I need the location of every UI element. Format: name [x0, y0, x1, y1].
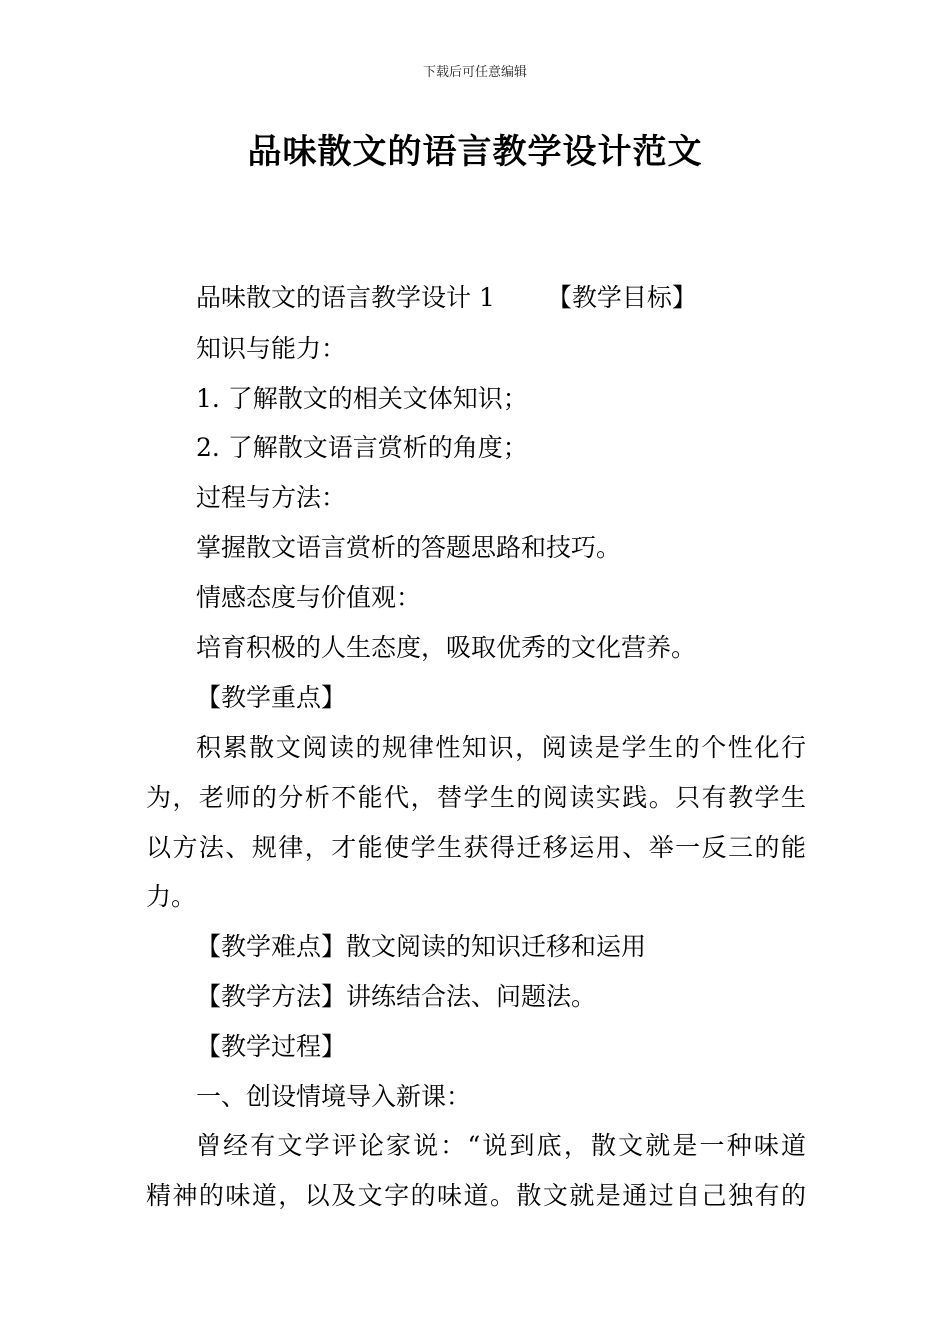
paragraph-line: 力。: [146, 882, 197, 911]
paragraph-line: 【教学方法】讲练结合法、问题法。: [196, 982, 597, 1011]
section-heading: 品味散文的语言教学设计 1: [196, 283, 495, 312]
list-item: 1. 了解散文的相关文体知识；: [196, 384, 528, 413]
section-heading: 【教学重点】: [196, 683, 347, 712]
paragraph-line: 一、创设情境导入新课：: [196, 1082, 472, 1111]
paragraph-line: 精神的味道，以及文字的味道。散文就是通过自己独有的: [146, 1181, 806, 1210]
paragraph-line: 情感态度与价值观：: [196, 583, 422, 612]
paragraph-line: 【教学难点】散文阅读的知识迁移和运用: [196, 932, 647, 961]
list-item: 2. 了解散文语言赏析的角度；: [196, 433, 528, 462]
paragraph-line: [196, 281, 697, 315]
paragraph-line: 掌握散文语言赏析的答题思路和技巧。: [196, 533, 622, 562]
paragraph-line: 以方法、规律，才能使学生获得迁移运用、举一反三的能: [146, 833, 806, 862]
header-note: 下载后可任意编辑: [422, 65, 527, 80]
paragraph-line: 知识与能力：: [196, 334, 347, 363]
document-title: 品味散文的语言教学设计范文: [247, 132, 703, 172]
paragraph-line: 过程与方法：: [196, 483, 347, 512]
section-heading: 【教学过程】: [196, 1032, 347, 1061]
paragraph-line: 培育积极的人生态度，吸取优秀的文化营养。: [196, 633, 697, 662]
paragraph-line: 曾经有文学评论家说：“说到底，散文就是一种味道: [196, 1131, 806, 1160]
section-heading: 【教学目标】: [546, 283, 697, 312]
paragraph-line: 为，老师的分析不能代，替学生的阅读实践。只有教学生: [146, 783, 806, 812]
paragraph-line: 积累散文阅读的规律性知识，阅读是学生的个性化行: [196, 733, 806, 762]
